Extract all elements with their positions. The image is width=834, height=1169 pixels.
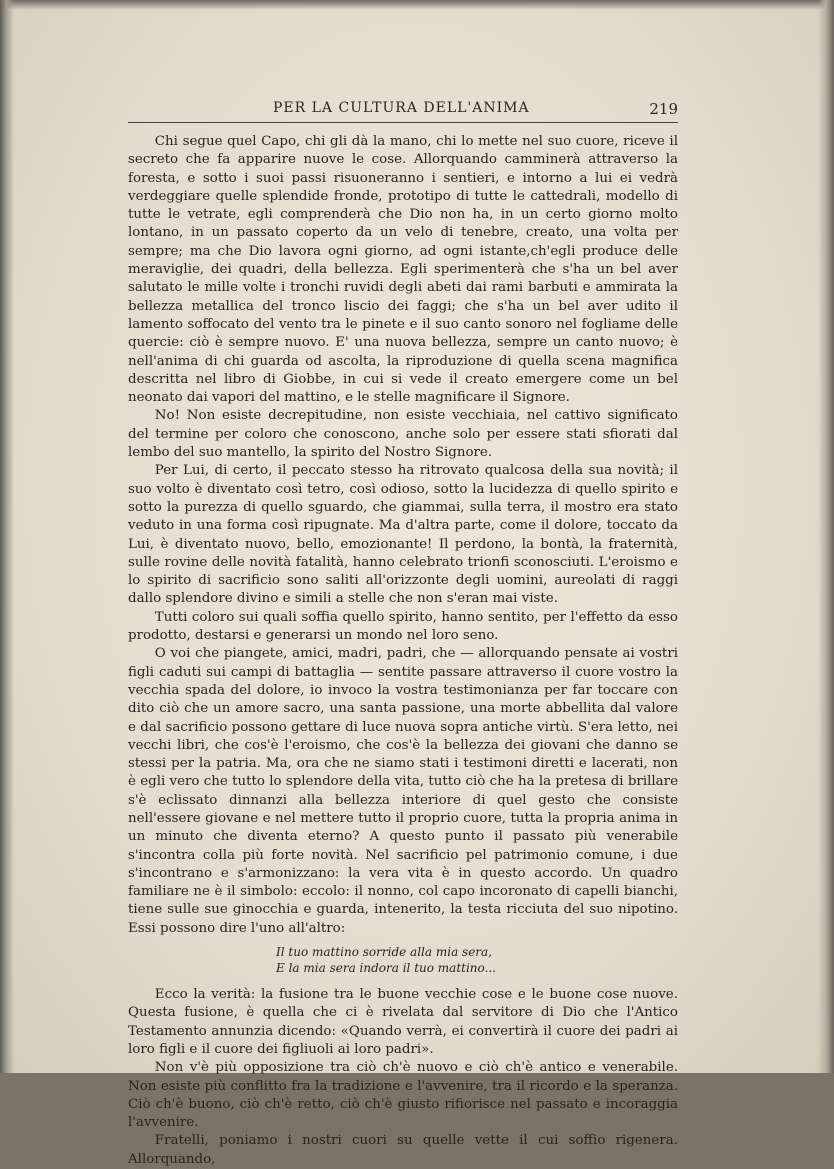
running-head xyxy=(128,100,678,122)
paragraph: Ecco la verità: la fusione tra le buone vecchie cose e le buone cose nuove. Questa fusione, è quella che ci è rivelata dal servitore di Dio che l'Antico Testamento annunzia dicendo: «Quando verrà, ei convertirà il cuore dei padri ai loro figli e il cuore dei figliuoli ai loro padri». xyxy=(128,987,678,1057)
paragraph: Tutti coloro sui quali soffia quello spirito, hanno sentito, per l'effetto da esso prodotto, destarsi e generarsi un mondo nel loro seno. xyxy=(128,609,678,644)
verse-quote xyxy=(276,944,678,976)
running-title: PER LA CULTURA DELL'ANIMA xyxy=(273,100,530,116)
paragraph: Per Lui, di certo, il peccato stesso ha ritrovato qualcosa della sua novità; il suo volto è diventato così tetro, così odioso, sotto la lucidezza di quello spirito e sotto la purezza di quello sguardo, che giammai, sulla terra, il mostro era stato veduto in una forma così ripugnate. Ma d'altra parte, come il dolore, toccato da Lui, è diventato nuovo, bello, emozionante! Il perdono, la bontà, la fraternità, sulle rovine delle novità fatalità, hanno celebrato trionfi sconosciuti. L'eroismo e lo spirito di sacrificio sono saliti all'orizzonte degli uomini, aureolati di raggi dallo splendore divino e simili a stelle che non s'eran mai viste. xyxy=(128,463,678,607)
paragraph: No! Non esiste decrepitudine, non esiste vecchiaia, nel cattivo significato del termine per coloro che conoscono, anche solo per essere stati sfiorati dal lembo del suo mantello, la spirito del Nostro Signore. xyxy=(128,408,678,461)
paragraph: O voi che piangete, amici, madri, padri, che — allorquando pensate ai vostri figli caduti sui campi di battaglia — sentite passare attraverso il cuore vostro la vecchia spada del dolore, io invoco la vostra testimonianza per far toccare con dito ciò che un amore sacro, una santa passione, una morte abbellita dal valore e dal sacrificio possono gettare di luce nuova sopra antiche virtù. S'era letto, nei vecchi libri, che cos'è l'eroismo, che cos'è la bellezza dei giovani che danno se stessi per la patria. Ma, ora che ne siamo stati i testimoni diretti e lacerati, non è egli vero che tutto lo splendore della vita, tutto ciò che ha la pretesa di brillare s'è eclissato dinnanzi alla bellezza interiore di quel gesto che consiste nell'essere giovane e nel mettere tutto il proprio cuore, tutta la propria anima in un minuto che diventa eterno? A questo punto il passato più venerabile s'incontra colla più forte novità. Nel sacrificio pel patrimonio comune, i due s'incontrano e s'armonizzano: la vera vita è in questo accordo. Un quadro familiare ne è il simbolo: eccolo: il nonno, col capo incoronato di capelli bianchi, tiene sulle sue ginocchia e guarda, intenerito, la testa ricciuta del suo nipotino. Essi possono dire l'uno all'altro: xyxy=(128,646,678,936)
page-left-edge xyxy=(0,0,14,1073)
header-rule xyxy=(128,122,678,123)
page-right-edge xyxy=(818,0,834,1073)
verse-line: E la mia sera indora il tuo mattino... xyxy=(276,961,496,976)
paragraph: Chi segue quel Capo, chi gli dà la mano, chi lo mette nel suo cuore, riceve il secreto che fa apparire nuove le cose. Allorquando camminerà attraverso la foresta, e sotto i suoi passi risuoneranno i sentieri, e intorno a lui ei vedrà verdeggiare quelle splendide fronde, prototipo di tutte le cattedrali, modello di tutte le vetrate, egli comprenderà che Dio non ha, in un certo giorno molto lontano, in un passato coperto da un velo di tenebre, creato, una volta per sempre; ma che Dio lavora ogni giorno, ad ogni istante,ch'egli produce delle meraviglie, dei quadri, della bellezza. Egli sperimenterà che s'ha un bel aver salutato le mille volte i tronchi ruvidi degli abeti dai rami barbuti e ammirata la bellezza metallica del tronco liscio dei faggi; che s'ha un bel aver udito il lamento soffocato del vento tra le pinete e il suo canto sonoro nel fogliame delle quercie: ciò è sempre nuovo. E' una nuova bellezza, sempre un canto nuovo; è nell'anima di chi guarda od ascolta, la riproduzione di quella scena magnifica descritta nel libro di Giobbe, in cui si vede il creato emergere come un bel neonato dai vapori del mattino, e le stelle magnificare il Signore. xyxy=(128,134,678,406)
body-text xyxy=(128,133,678,1169)
paragraph: Non v'è più opposizione tra ciò ch'è nuovo e ciò ch'è antico e venerabile. Non esiste più conflitto fra la tradizione e l'avvenire, tra il ricordo e la speranza. Ciò ch'è buono, ciò ch'è retto, ciò ch'è giusto rifiorisce nel passato e incoraggia l'avvenire. xyxy=(128,1060,678,1131)
page-top-edge xyxy=(0,0,834,10)
page-number: 219 xyxy=(649,100,678,118)
paragraph: Fratelli, poniamo i nostri cuori su quelle vette il cui soffio rigenera. Allorquando, xyxy=(128,1133,678,1167)
verse-line: Il tuo mattino sorride alla mia sera, xyxy=(276,945,493,960)
